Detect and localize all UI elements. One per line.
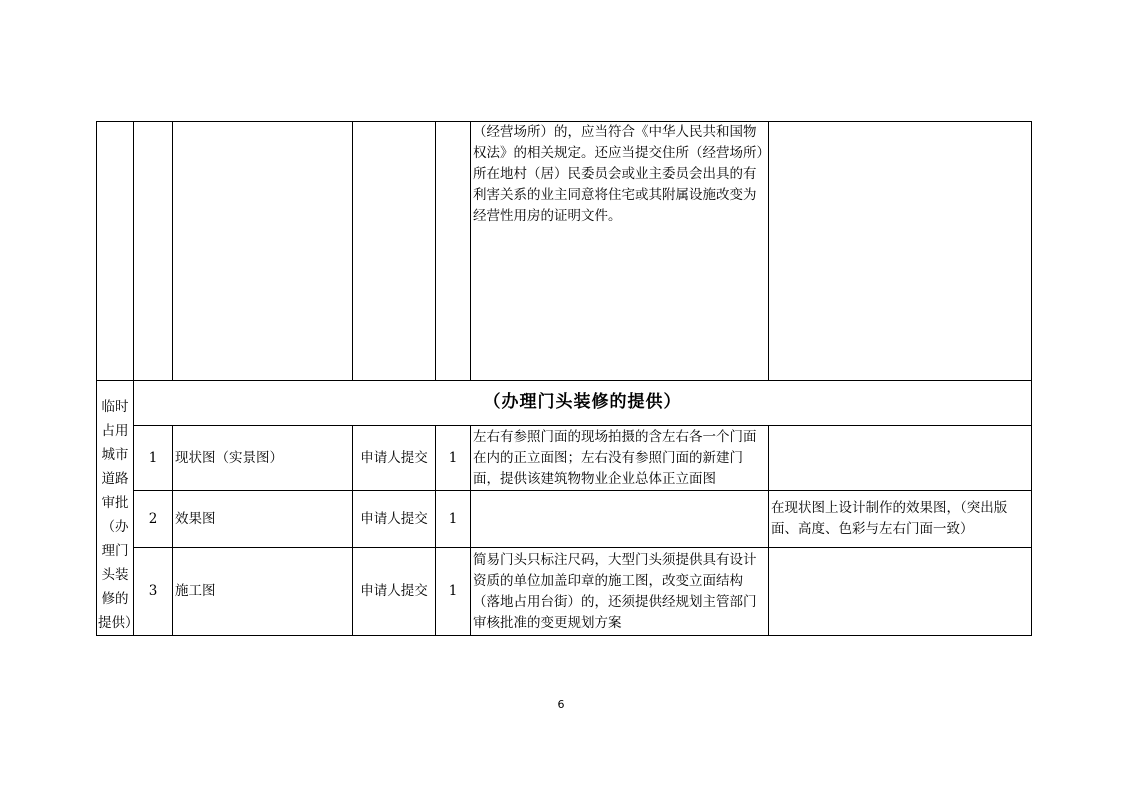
- notes: 在现状图上设计制作的效果图，（突出版面、高度、色彩与左右门面一致）: [769, 491, 1032, 548]
- material-source: 申请人提交: [353, 548, 436, 636]
- requirement: [471, 491, 769, 548]
- category-cell: 临时占用城市道路审批（办理门头装修的提供）: [97, 381, 134, 636]
- material-name: 施工图: [173, 548, 353, 636]
- material-source: 申请人提交: [353, 491, 436, 548]
- table-row: [97, 491, 1032, 548]
- page-number: 6: [557, 698, 565, 711]
- requirement: 简易门头只标注尺码，大型门头须提供具有设计资质的单位加盖印章的施工图，改变立面结构（落地占用台街）的，还须提供经规划主管部门审核批准的变更规划方案: [471, 548, 769, 636]
- cell-notes: [769, 122, 1032, 381]
- row-number: 2: [134, 491, 173, 548]
- material-source: 申请人提交: [353, 425, 436, 490]
- table-row: [97, 548, 1032, 636]
- continued-row: [97, 122, 1032, 381]
- notes: [769, 548, 1032, 636]
- cell-no: [134, 122, 173, 381]
- row-number: 1: [134, 425, 173, 490]
- cell-material: [173, 122, 353, 381]
- copies: 1: [436, 548, 471, 636]
- material-name: 效果图: [173, 491, 353, 548]
- table-row: [97, 425, 1032, 490]
- requirement: 左右有参照门面的现场拍摄的含左右各一个门面在内的正立面图；左右没有参照门面的新建门面，提供该建筑物物业企业总体正立面图: [471, 425, 769, 490]
- section-heading-row: [97, 381, 1032, 426]
- row-number: 3: [134, 548, 173, 636]
- material-name: 现状图（实景图）: [173, 425, 353, 490]
- section-heading: （办理门头装修的提供）: [134, 381, 1032, 426]
- cell-copies: [436, 122, 471, 381]
- cell-category: [97, 122, 134, 381]
- cell-source: [353, 122, 436, 381]
- copies: 1: [436, 491, 471, 548]
- materials-table: [96, 121, 1032, 636]
- copies: 1: [436, 425, 471, 490]
- cell-requirement: （经营场所）的，应当符合《中华人民共和国物权法》的相关规定。还应当提交住所（经营场所）所在地村（居）民委员会或业主委员会出具的有利害关系的业主同意将住宅或其附属设施改变为经营性用房的证明文件。: [471, 122, 769, 381]
- notes: [769, 425, 1032, 490]
